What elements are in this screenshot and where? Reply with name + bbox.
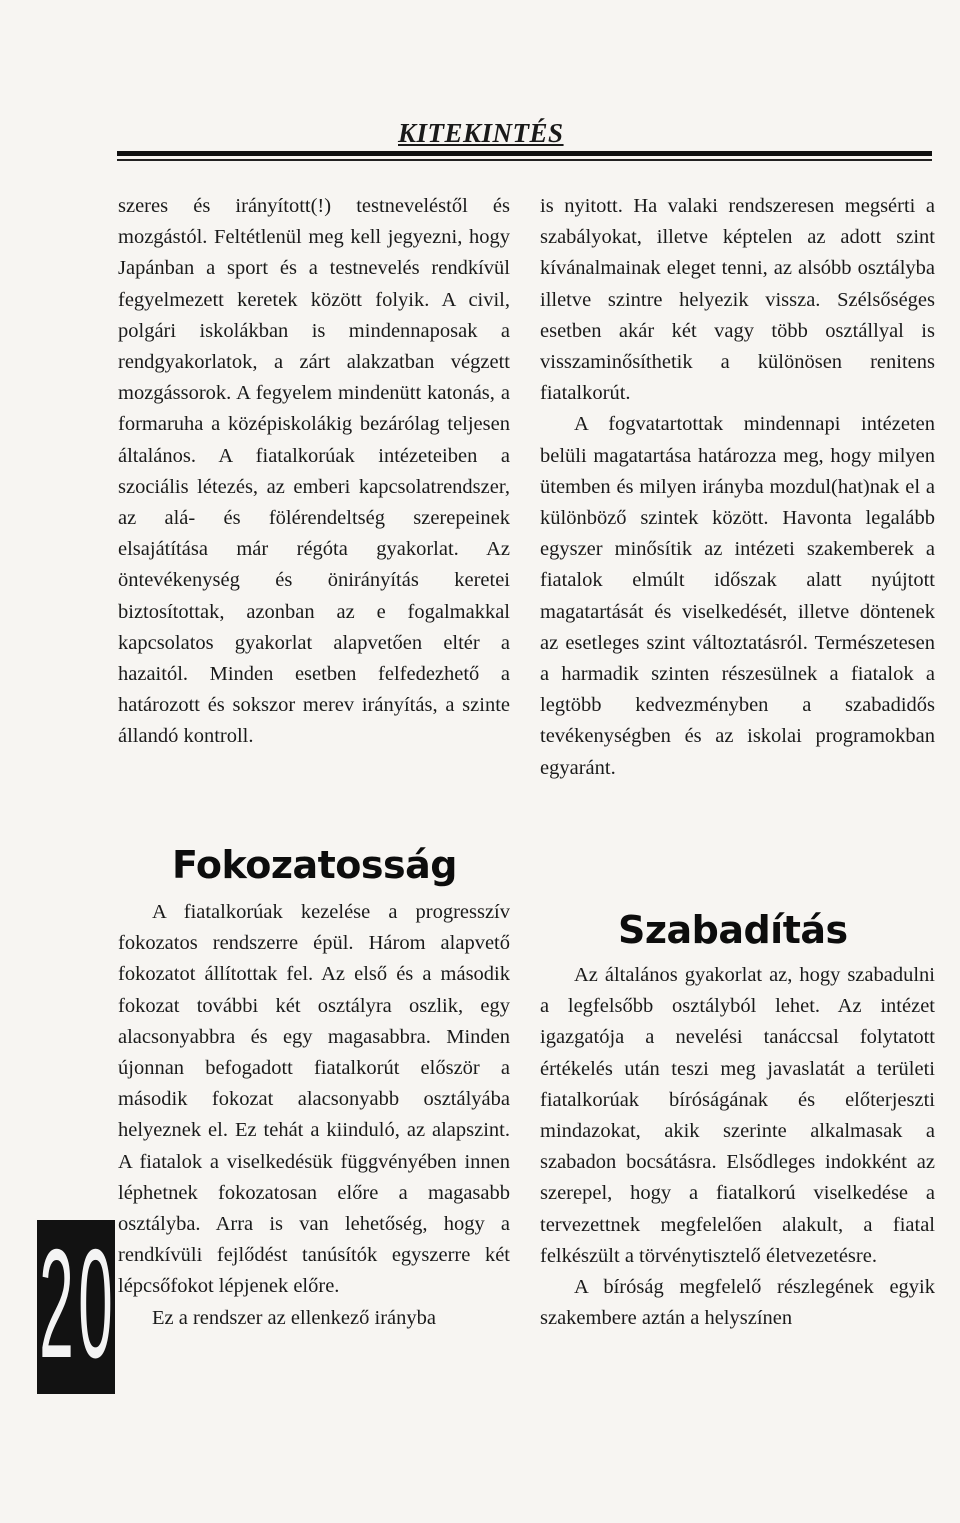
left-column-top [118,191,510,753]
body-paragraph: A bíróság megfelelő részlegének egyik szakembere aztán a helyszínen [540,1276,935,1330]
body-paragraph: A fiatalkorúak kezelése a progresszív fokozatos rendszerre épül. Három alapvető fokozatot állítottak fel. Az első és a második fokozat további két osztályra oszlik, egy alacsonyabbra és egy magasabbra. Minden újonnan befogadott fiatalkorút először a második fokozat alacsonyabb osztályába helyeznek el. Ez tehát a kiinduló, az alapszint. A fiatalok a viselkedésük függvényében innen léphetnek fokozatosan előre a magasabb osztályba. Arra is van lehetőség, hogy a rendkívüli fejlődést tanúsítók egyszerre két lépcsőfokot lépjenek előre. [118,901,510,1298]
body-paragraph: A fogvatartottak mindennapi intézeten belüli magatartása határozza meg, hogy milyen ütemben és milyen irányba mozdul(hat)nak el a különböző szintek között. Havonta legalább egyszer minősítik az intézeti szakemberek a fiatalok elmúlt időszak alatt nyújtott magatartását és viselkedését, illetve döntenek az esetleges szint változtatásról. Természetesen a harmadik szinten részesülnek a fiatalok a legtöbb kedvezményben a szabadidős tevékenységben és az iskolai programokban egyaránt. [540,413,935,779]
body-paragraph: szeres és irányított(!) testneveléstől és mozgástól. Feltétlenül meg kell jegyezni, hogy Japánban a sport és a testnevelés rendkívül fegyelmezett keretek között folyik. A civil, polgári iskolákban is mindennaposak a rendgyakorlatok, a zárt alakzatban végzett mozgássorok. A fegyelem mindenütt katonás, a formaruha a középiskolákig bezárólag teljesen általános. A fiatalkorúak intézeteiben a szociális létezés, az emberi kapcsolatrendszer, az alá- és fölérendeltség szerepeinek elsajátítása már régóta gyakorlat. Az öntevékenység és önirányítás keretei biztosítottak, azonban az e fogalmakkal kapcsolatos gyakorlat alapvetően eltér a hazaitól. Minden esetben felfedezhető a határozott és sokszor merev irányítás, a szinte állandó kontroll. [118,195,510,748]
section-title: KITEKINTÉS [398,118,564,148]
left-column-bottom [118,897,510,1334]
right-column-bottom [540,960,935,1334]
body-paragraph: Az általános gyakorlat az, hogy szabadulni a legfelsőbb osztályból lehet. Az intézet igazgatója a nevelési tanáccsal folytatott értékelés után teszi meg javaslatát a területi fiatalkorúak bíróságának és előterjeszti mindazokat, akik szerinte alkalmasak a szabadon bocsátásra. Elsődleges indokként az szerepel, hogy a fiatalkorú viselkedése a tervezettnek megfelelően alakult, a fiatal felkészült a törvénytisztelő életvezetésre. [540,964,935,1267]
page-number-digit: 0 [78,1219,113,1392]
header-rule-thick [117,151,932,156]
right-column-top [540,191,935,784]
section-heading-fokozatossag: Fokozatosság [172,843,457,887]
page-number-digit: 2 [39,1219,74,1392]
section-heading-szabaditas: Szabadítás [618,908,848,952]
body-paragraph: is nyitott. Ha valaki rendszeresen megsérti a szabályokat, illetve képtelen az adott szint kívánalmainak eleget tenni, az alsóbb osztályba illetve szintre helyezik vissza. Szélsőséges esetben akár két vagy több osztállyal is visszaminősíthetik a különösen renitens fiatalkorút. [540,195,935,405]
body-paragraph: Ez a rendszer az ellenkező irányba [152,1306,436,1329]
header-rule-thin [117,159,932,161]
page-number-box [37,1220,115,1394]
